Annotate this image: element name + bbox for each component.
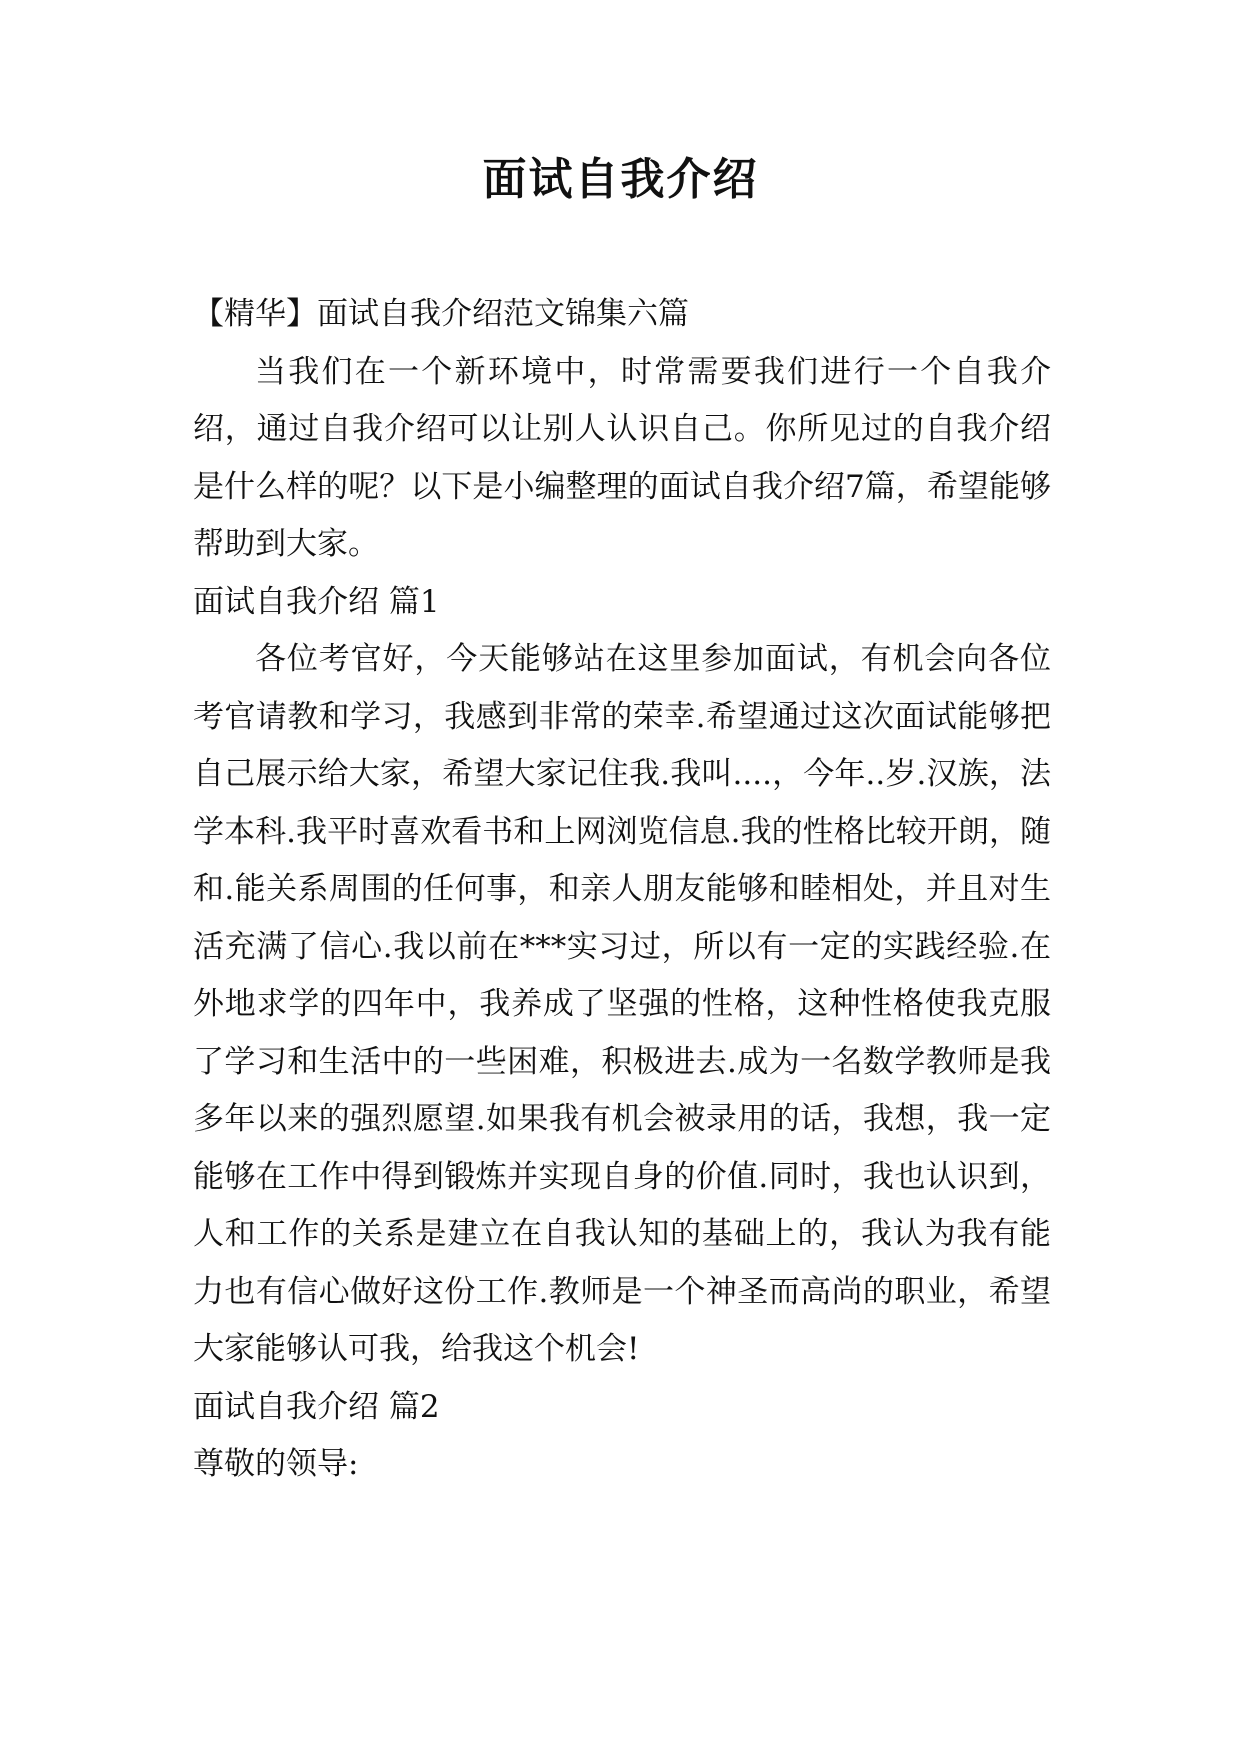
section-body-2: 尊敬的领导:: [193, 1446, 359, 1482]
intro-paragraph: 当我们在一个新环境中，时常需要我们进行一个自我介绍，通过自我介绍可以让别人认识自己。你所见过的自我介绍是什么样的呢？以下是小编整理的面试自我介绍7篇，希望能够帮助到大家。: [193, 353, 1051, 562]
document-subtitle: 【精华】面试自我介绍范文锦集六篇: [193, 296, 689, 332]
section-heading-2: 面试自我介绍 篇2: [193, 1388, 440, 1425]
section-body-1: 各位考官好，今天能够站在这里参加面试，有机会向各位考官请教和学习，我感到非常的荣幸.希望通过这次面试能够把自己展示给大家，希望大家记住我.我叫....，今年..岁.汉族，法学本科.我平时喜欢看书和上网浏览信息.我的性格比较开朗，随和.能关系周围的任何事，和亲人朋友能够和睦相处，并且对生活充满了信心.我以前在***实习过，所以有一定的实践经验.在外地求学的四年中，我养成了坚强的性格，这种性格使我克服了学习和生活中的一些困难，积极进去.成为一名数学教师是我多年以来的强烈愿望.如果我有机会被录用的话，我想，我一定能够在工作中得到锻炼并实现自身的价值.同时，我也认识到，人和工作的关系是建立在自我认知的基础上的，我认为我有能力也有信心做好这份工作.教师是一个神圣而高尚的职业，希望大家能够认可我，给我这个机会!: [193, 641, 1051, 1367]
section-heading-1: 面试自我介绍 篇1: [193, 583, 440, 620]
document-title: 面试自我介绍: [482, 154, 759, 205]
document-body: [193, 286, 1051, 1494]
